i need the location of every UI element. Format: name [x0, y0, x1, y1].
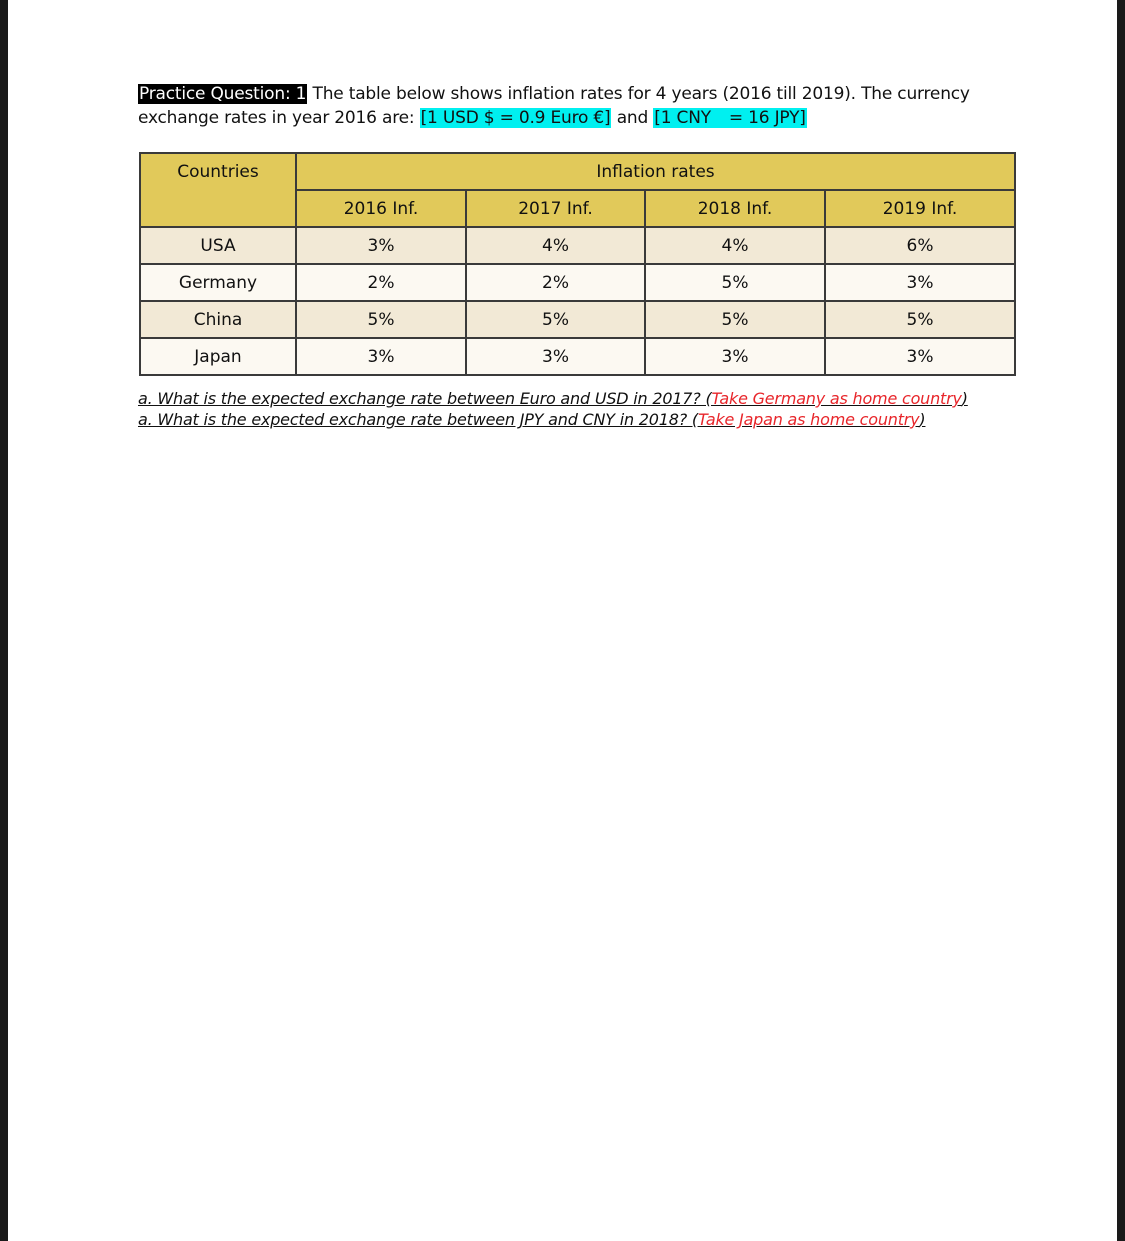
- header-countries: Countries: [140, 153, 296, 227]
- question-text: The table below shows inflation rates for 4 years (2016 till 2019). The currency exchange rates in year 2016 are:: [138, 84, 970, 128]
- country-cell: Japan: [140, 338, 296, 375]
- sub-question-hint: Take Japan as home country: [697, 410, 920, 429]
- value-cell: 3%: [296, 227, 466, 264]
- header-year: 2019 Inf.: [825, 190, 1015, 227]
- sub-question-close: ): [919, 410, 926, 429]
- rate-usd-euro: [1 USD $ = 0.9 Euro €]: [420, 108, 611, 128]
- country-cell: China: [140, 301, 296, 338]
- question-intro: [138, 82, 1018, 130]
- value-cell: 4%: [466, 227, 645, 264]
- sub-questions: [138, 388, 1038, 430]
- inflation-table: [139, 152, 1016, 376]
- header-year: 2017 Inf.: [466, 190, 645, 227]
- table-row: [140, 264, 1015, 301]
- sub-question-text: a. What is the expected exchange rate between JPY and CNY in 2018? (: [138, 410, 698, 429]
- value-cell: 3%: [466, 338, 645, 375]
- sub-question-close: ): [961, 389, 968, 408]
- value-cell: 3%: [825, 338, 1015, 375]
- value-cell: 3%: [645, 338, 825, 375]
- value-cell: 5%: [466, 301, 645, 338]
- value-cell: 2%: [466, 264, 645, 301]
- table-row: [140, 338, 1015, 375]
- document-page: [8, 0, 1117, 1241]
- rate-jpy-part: = 16 JPY]: [728, 108, 806, 128]
- sub-question: [138, 409, 1038, 430]
- country-cell: USA: [140, 227, 296, 264]
- sub-question: [138, 388, 1038, 409]
- country-cell: Germany: [140, 264, 296, 301]
- header-year: 2016 Inf.: [296, 190, 466, 227]
- value-cell: 5%: [296, 301, 466, 338]
- value-cell: 5%: [645, 301, 825, 338]
- rate-cny-part: [1 CNY: [654, 108, 711, 128]
- value-cell: 2%: [296, 264, 466, 301]
- value-cell: 3%: [825, 264, 1015, 301]
- connector-text: and: [616, 108, 654, 128]
- value-cell: 4%: [645, 227, 825, 264]
- header-inflation-rates: Inflation rates: [296, 153, 1015, 190]
- value-cell: 5%: [825, 301, 1015, 338]
- value-cell: 3%: [296, 338, 466, 375]
- table-row: [140, 227, 1015, 264]
- value-cell: 6%: [825, 227, 1015, 264]
- question-label: Practice Question: 1: [139, 84, 307, 104]
- sub-question-hint: Take Germany as home country: [711, 389, 962, 408]
- value-cell: 5%: [645, 264, 825, 301]
- header-year: 2018 Inf.: [645, 190, 825, 227]
- rate-cny-jpy: [653, 108, 806, 128]
- table-row: [140, 301, 1015, 338]
- sub-question-text: a. What is the expected exchange rate between Euro and USD in 2017? (: [138, 389, 712, 408]
